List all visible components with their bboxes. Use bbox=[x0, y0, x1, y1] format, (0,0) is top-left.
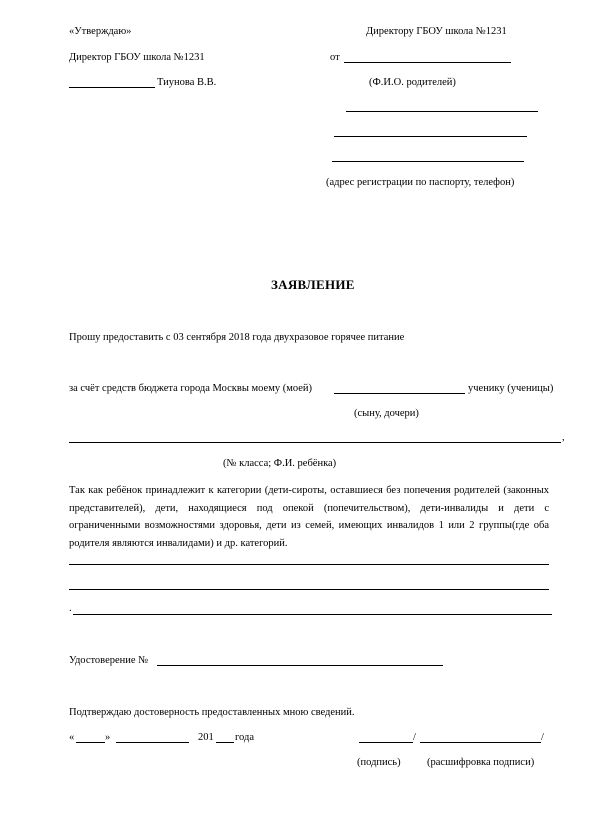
signature-caption: (подпись) bbox=[357, 757, 401, 768]
year-line bbox=[216, 742, 234, 743]
address-line-2 bbox=[334, 136, 527, 137]
confirm-text: Подтверждаю достоверность предоставленных мною сведений. bbox=[69, 707, 355, 718]
certificate-label: Удостоверение № bbox=[69, 655, 149, 666]
blank-line-3 bbox=[73, 614, 552, 615]
certificate-number-line bbox=[157, 665, 443, 666]
day-line bbox=[76, 742, 105, 743]
child-relation-line bbox=[334, 393, 465, 394]
addressee-to: Директору ГБОУ школа №1231 bbox=[366, 26, 507, 37]
document-title: ЗАЯВЛЕНИЕ bbox=[271, 277, 355, 292]
signature-slash-1: / bbox=[413, 732, 416, 743]
request-line: Прошу предоставить с 03 сентября 2018 года двухразовое горячее питание bbox=[69, 332, 405, 343]
signature-line bbox=[359, 742, 413, 743]
son-caption: (сыну, дочери) bbox=[354, 408, 419, 419]
parent-name-line bbox=[344, 62, 511, 63]
budget-suffix: ученику (ученицы) bbox=[468, 383, 554, 394]
signature-decoding-line bbox=[420, 742, 541, 743]
year-prefix: 201 bbox=[198, 732, 214, 743]
date-quote-close: » bbox=[105, 732, 111, 743]
signature-slash-2: / bbox=[541, 732, 544, 743]
blank-line-2 bbox=[69, 589, 549, 590]
month-line bbox=[116, 742, 189, 743]
address-line-1 bbox=[346, 111, 538, 112]
blank-line-1 bbox=[69, 564, 549, 565]
budget-prefix: за счёт средств бюджета города Москвы моему (моей) bbox=[69, 383, 313, 394]
approve-director: Директор ГБОУ школа №1231 bbox=[69, 52, 205, 63]
date-quote-open: « bbox=[69, 732, 75, 743]
address-caption: (адрес регистрации по паспорту, телефон) bbox=[326, 177, 515, 188]
address-line-3 bbox=[332, 161, 524, 162]
class-child-line bbox=[69, 442, 561, 443]
class-comma: , bbox=[562, 432, 565, 443]
year-suffix: года bbox=[235, 732, 254, 743]
class-caption: (№ класса; Ф.И. ребёнка) bbox=[223, 458, 337, 469]
decoding-caption: (расшифровка подписи) bbox=[427, 757, 535, 768]
addressee-from: от bbox=[330, 52, 340, 63]
approve-signature-name: Тиунова В.В. bbox=[157, 77, 217, 88]
approve-signature-line bbox=[69, 87, 155, 88]
blank-line-dot: . bbox=[69, 603, 72, 614]
category-paragraph: Так как ребёнок принадлежит к категории (дети-сироты, оставшиеся без попечения родителей (законных представителей), дети, находящиеся под опекой (попечительством), дети-инвалиды и дети с ограниченными возможностями здоровья, дети из семей, имеющих инвалидов 1 или 2 группы(где оба родителя являются инвалидами) и др. категорий. bbox=[69, 485, 549, 549]
parent-caption: (Ф.И.О. родителей) bbox=[369, 77, 456, 88]
approve-label: «Утверждаю» bbox=[69, 26, 132, 37]
